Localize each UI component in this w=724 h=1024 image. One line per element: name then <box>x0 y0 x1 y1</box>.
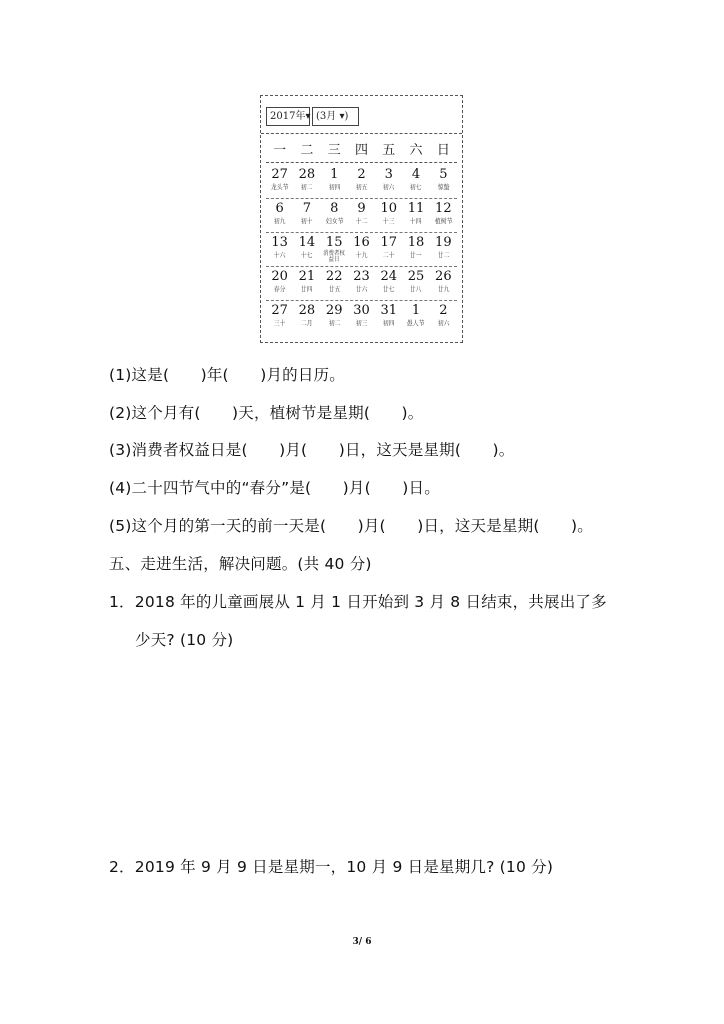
day-number: 2 <box>357 167 366 182</box>
lunar-label: 初三 <box>355 319 368 327</box>
calendar-day-cell[interactable] <box>321 198 348 232</box>
lunar-label: 初二 <box>301 183 313 191</box>
calendar-day-cell[interactable] <box>266 164 293 198</box>
calendar-widget <box>260 95 463 343</box>
lunar-label: 十二 <box>355 217 368 225</box>
page-number: 3/ 6 <box>352 937 372 947</box>
calendar-day-cell[interactable] <box>348 266 375 300</box>
calendar-day-cell[interactable] <box>430 300 457 334</box>
day-number: 16 <box>353 235 370 250</box>
lunar-label: 廿七 <box>382 285 395 293</box>
day-number: 1 <box>411 303 421 318</box>
calendar-day-cell[interactable] <box>348 164 375 198</box>
calendar-day-cell[interactable] <box>375 164 402 198</box>
calendar-day-cell[interactable] <box>430 266 457 300</box>
calendar-day-cell[interactable] <box>266 198 293 232</box>
lunar-label: 十三 <box>382 217 395 225</box>
day-number: 10 <box>380 201 398 216</box>
lunar-label: 植树节 <box>434 217 453 225</box>
lunar-label: 十九 <box>355 251 368 259</box>
calendar-day-cell[interactable] <box>321 232 348 266</box>
lunar-label: 初六 <box>382 183 395 191</box>
calendar-day-cell[interactable] <box>266 266 293 300</box>
day-number: 20 <box>271 269 288 284</box>
day-number: 11 <box>407 201 425 216</box>
lunar-label: 初六 <box>437 319 450 327</box>
day-number: 5 <box>439 167 448 182</box>
day-number: 30 <box>353 303 370 318</box>
calendar-day-cell[interactable] <box>402 164 429 198</box>
day-number: 24 <box>380 269 398 284</box>
weekday-header-row <box>266 140 457 163</box>
lunar-label: 二十 <box>382 251 395 259</box>
weekday-label: 日 <box>436 143 450 158</box>
calendar-week-row <box>266 164 457 199</box>
calendar-day-cell[interactable] <box>402 266 429 300</box>
lunar-label: 三十 <box>273 319 286 327</box>
calendar-day-cell[interactable] <box>293 266 320 300</box>
calendar-day-cell[interactable] <box>293 164 320 198</box>
lunar-label: 惊蛰 <box>437 183 450 191</box>
calendar-week-row <box>266 232 457 267</box>
calendar-header <box>261 96 462 134</box>
question-1: (1)这是( )年( )月的日历。 <box>109 366 345 384</box>
calendar-day-cell[interactable] <box>321 300 348 334</box>
weekday-label: 三 <box>327 143 341 158</box>
day-number: 25 <box>407 269 425 284</box>
problem-1-line-2: 少天? (10 分) <box>135 631 234 649</box>
weekday-label: 一 <box>273 143 287 158</box>
calendar-day-cell[interactable] <box>430 198 457 232</box>
lunar-label: 妇女节 <box>325 217 343 225</box>
weekday-label: 四 <box>354 143 368 158</box>
day-number: 19 <box>435 235 452 250</box>
lunar-label: 初十 <box>301 217 313 225</box>
day-number: 29 <box>325 303 343 318</box>
day-number: 14 <box>298 235 316 250</box>
lunar-label: 初四 <box>382 319 395 327</box>
calendar-week-row <box>266 198 457 233</box>
day-number: 12 <box>435 201 452 216</box>
calendar-day-cell[interactable] <box>293 198 320 232</box>
lunar-label: 廿九 <box>437 285 450 293</box>
day-number: 21 <box>298 269 316 284</box>
question-4: (4)二十四节气中的“春分”是( )月( )日。 <box>109 479 440 497</box>
calendar-day-cell[interactable] <box>375 266 402 300</box>
calendar-day-cell[interactable] <box>402 198 429 232</box>
day-number: 18 <box>407 235 425 250</box>
day-number: 22 <box>325 269 343 284</box>
lunar-label: 初七 <box>410 183 422 191</box>
calendar-day-cell[interactable] <box>348 300 375 334</box>
day-number: 23 <box>353 269 370 284</box>
calendar-day-cell[interactable] <box>293 300 320 334</box>
calendar-day-cell[interactable] <box>348 198 375 232</box>
day-number: 15 <box>325 235 343 250</box>
lunar-label: 廿四 <box>301 285 313 293</box>
lunar-label: 十六 <box>273 251 286 259</box>
day-number: 28 <box>298 167 316 182</box>
calendar-day-cell[interactable] <box>375 300 402 334</box>
calendar-week-row <box>266 300 457 334</box>
weekday-label: 二 <box>300 143 314 158</box>
lunar-label: 愚人节 <box>407 319 425 327</box>
day-number: 17 <box>380 235 398 250</box>
day-number: 6 <box>275 201 284 216</box>
lunar-label: 初二 <box>328 319 341 327</box>
calendar-day-cell[interactable] <box>402 300 429 334</box>
calendar-day-cell[interactable] <box>402 232 429 266</box>
lunar-label: 十七 <box>301 251 313 259</box>
calendar-day-cell[interactable] <box>321 266 348 300</box>
calendar-day-cell[interactable] <box>293 232 320 266</box>
calendar-day-cell[interactable] <box>375 198 402 232</box>
lunar-label: 春分 <box>273 285 286 293</box>
day-number: 8 <box>330 201 339 216</box>
lunar-label: 消费者权益日 <box>323 250 346 263</box>
day-number: 26 <box>435 269 452 284</box>
calendar-day-cell[interactable] <box>266 300 293 334</box>
year-dropdown[interactable]: 2017年▾ <box>266 107 310 126</box>
lunar-label: 十四 <box>410 217 422 225</box>
day-number: 1 <box>330 167 339 182</box>
calendar-day-cell[interactable] <box>321 164 348 198</box>
day-number: 27 <box>271 167 288 182</box>
calendar-day-cell[interactable] <box>430 164 457 198</box>
lunar-label: 二月 <box>301 319 313 327</box>
calendar-day-cell[interactable] <box>348 232 375 266</box>
day-number: 2 <box>439 303 448 318</box>
lunar-label: 廿五 <box>328 285 341 293</box>
calendar-day-cell[interactable] <box>266 232 293 266</box>
calendar-day-cell[interactable] <box>375 232 402 266</box>
calendar-day-cell[interactable] <box>430 232 457 266</box>
day-number: 7 <box>302 201 312 216</box>
question-2: (2)这个月有( )天，植树节是星期( )。 <box>109 404 424 422</box>
day-number: 4 <box>411 167 421 182</box>
lunar-label: 初五 <box>355 183 368 191</box>
calendar-week-row <box>266 266 457 301</box>
question-3: (3)消费者权益日是( )月( )日，这天是星期( )。 <box>109 441 515 459</box>
day-number: 27 <box>271 303 288 318</box>
lunar-label: 廿八 <box>410 285 422 293</box>
day-number: 3 <box>384 167 393 182</box>
section-5-title: 五、走进生活，解决问题。(共 40 分) <box>109 555 372 573</box>
lunar-label: 初四 <box>328 183 341 191</box>
day-number: 9 <box>357 201 366 216</box>
day-number: 28 <box>298 303 316 318</box>
lunar-label: 廿二 <box>437 251 450 259</box>
problem-1-line-1: 1．2018 年的儿童画展从 1 月 1 日开始到 3 月 8 日结束，共展出了多 <box>109 593 607 611</box>
weekday-label: 五 <box>382 143 396 158</box>
problem-2: 2．2019 年 9 月 9 日是星期一，10 月 9 日是星期几? (10 分) <box>109 858 554 876</box>
day-number: 13 <box>271 235 288 250</box>
lunar-label: 初九 <box>273 217 286 225</box>
lunar-label: 廿六 <box>355 285 368 293</box>
question-5: (5)这个月的第一天的前一天是( )月( )日，这天是星期( )。 <box>109 517 593 535</box>
lunar-label: 廿一 <box>410 251 422 259</box>
day-number: 31 <box>380 303 398 318</box>
weekday-label: 六 <box>409 143 423 158</box>
lunar-label: 龙头节 <box>270 183 289 191</box>
month-dropdown[interactable]: (3月 ▾) <box>312 107 359 126</box>
